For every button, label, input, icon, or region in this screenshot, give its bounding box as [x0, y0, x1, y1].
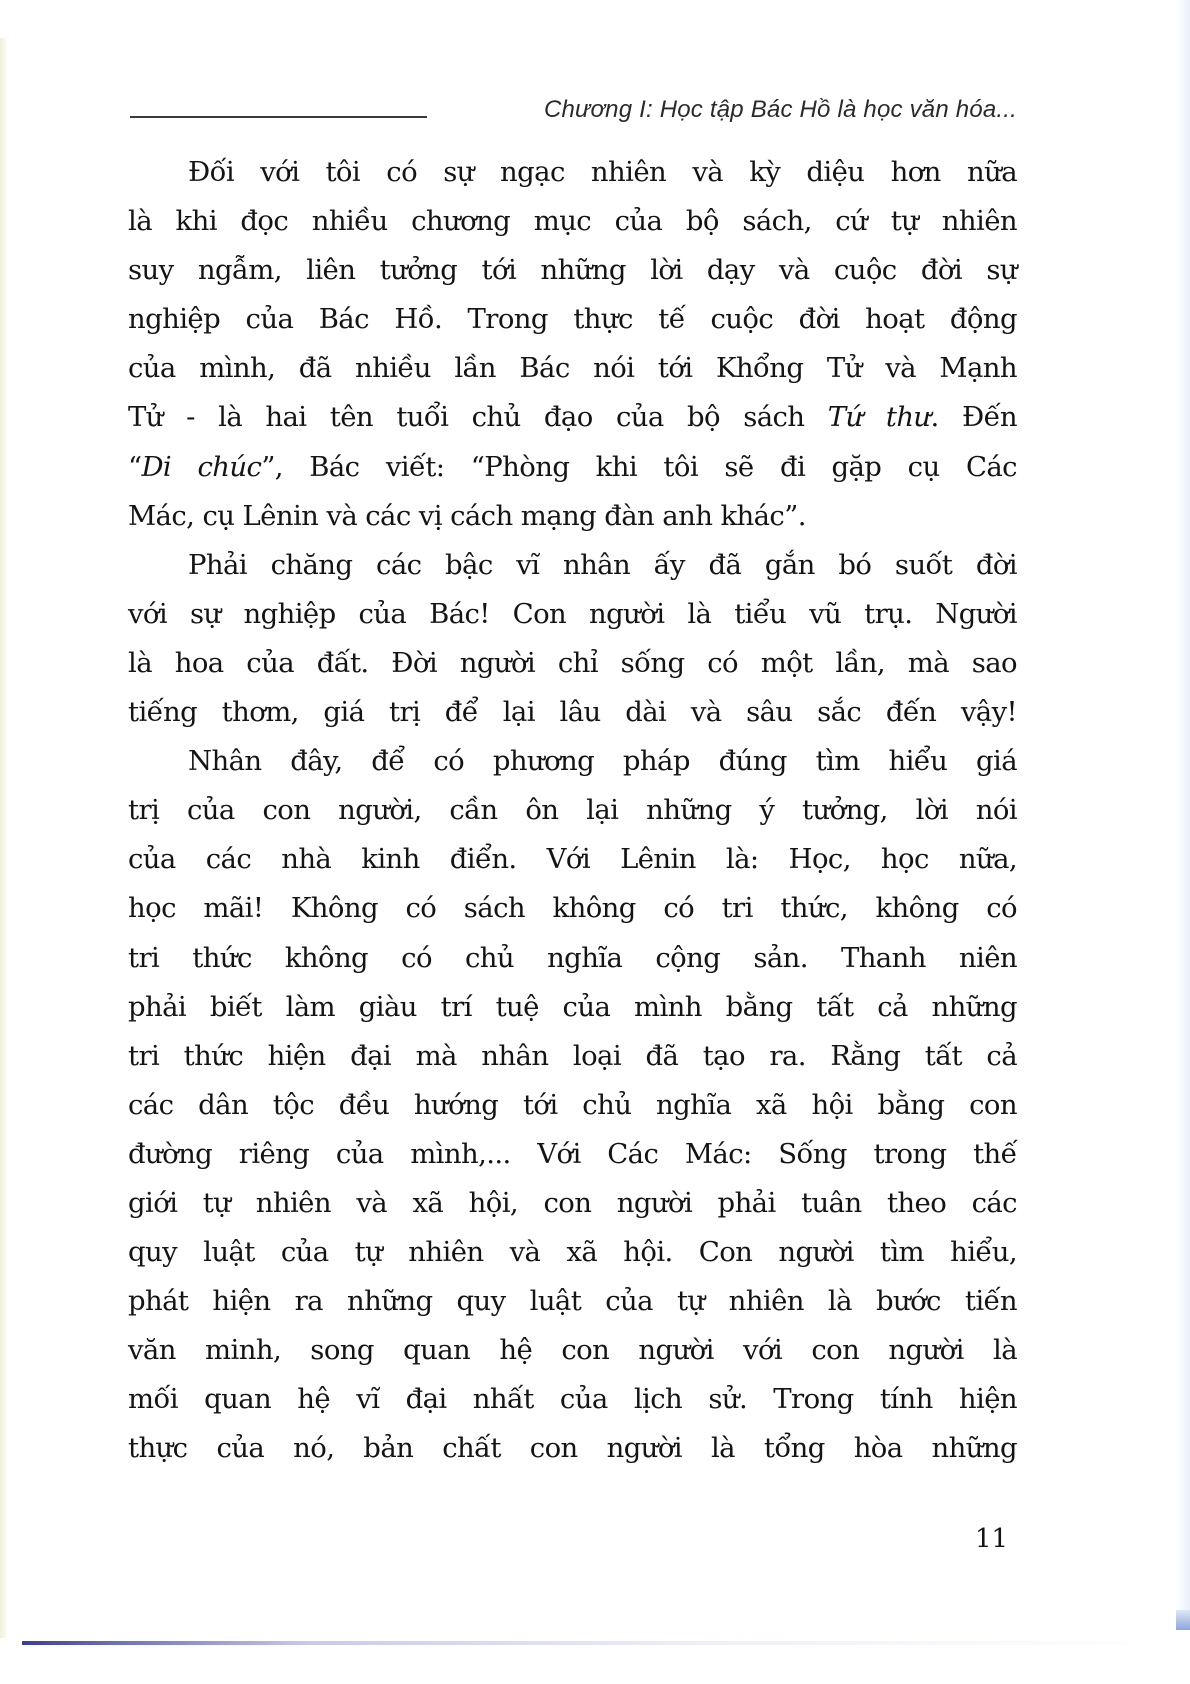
text-line: suy ngẫm, liên tưởng tới những lời dạy và cuộc đời sự [128, 254, 1017, 287]
text-line: phải biết làm giàu trí tuệ của mình bằng tất cả những [128, 990, 1017, 1023]
text-line: văn minh, song quan hệ con người với con người là [128, 1334, 1017, 1367]
text-line: phát hiện ra những quy luật của tự nhiên là bước tiến [128, 1285, 1017, 1318]
text-line: của các nhà kinh điển. Với Lênin là: Học, học nữa, [128, 843, 1017, 876]
page-left-edge [0, 38, 6, 1638]
header-rule [130, 116, 427, 118]
text-line: giới tự nhiên và xã hội, con người phải tuân theo các [128, 1186, 1017, 1219]
text-line: Phải chăng các bậc vĩ nhân ấy đã gắn bó suốt đời [188, 548, 1017, 581]
text-line: trị của con người, cần ôn lại những ý tưởng, lời nói [128, 794, 1017, 827]
chapter-title: Chương I: Học tập Bác Hồ là học văn hóa... [543, 96, 1017, 123]
text-line: Nhân đây, để có phương pháp đúng tìm hiểu giá [188, 745, 1017, 778]
text-line: là khi đọc nhiều chương mục của bộ sách, cứ tự nhiên [128, 205, 1017, 238]
text-line: đường riêng của mình,... Với Các Mác: Sống trong thế [128, 1137, 1017, 1170]
text-line: Mác, cụ Lênin và các vị cách mạng đàn anh khác”. [128, 499, 806, 532]
text-line: tri thức hiện đại mà nhân loại đã tạo ra. Rằng tất cả [128, 1039, 1017, 1072]
body-text [128, 148, 1017, 1474]
document-title-italic: Di chúc [141, 450, 262, 483]
text-line [128, 443, 1017, 492]
page-bottom-edge [22, 1641, 1172, 1645]
text-line: nghiệp của Bác Hồ. Trong thực tế cuộc đời hoạt động [128, 303, 1017, 336]
text-line: là hoa của đất. Đời người chỉ sống có một lần, mà sao [128, 646, 1017, 679]
text-line: Đối với tôi có sự ngạc nhiên và kỳ diệu hơn nữa [188, 156, 1017, 188]
text-line: tiếng thơm, giá trị để lại lâu dài và sâu sắc đến vậy! [128, 696, 1017, 729]
page-right-edge [1176, 0, 1190, 1630]
text-run: ”, Bác viết: “Phòng khi tôi sẽ đi gặp cụ Các [261, 450, 1017, 483]
text-line: thực của nó, bản chất con người là tổng hòa những [128, 1432, 1017, 1465]
page-corner-shadow [1176, 1610, 1190, 1630]
text-line: các dân tộc đều hướng tới chủ nghĩa xã hội bằng con [128, 1088, 1017, 1121]
text-line: học mãi! Không có sách không có tri thức, không có [128, 892, 1017, 925]
text-line: của mình, đã nhiều lần Bác nói tới Khổng Tử và Mạnh [128, 352, 1017, 385]
text-run: . Đến [930, 401, 1018, 434]
text-run: “ [128, 450, 142, 483]
text-line: quy luật của tự nhiên và xã hội. Con người tìm hiểu, [128, 1236, 1017, 1269]
text-run: Tử - là hai tên tuổi chủ đạo của bộ sách [128, 401, 828, 434]
text-line: mối quan hệ vĩ đại nhất của lịch sử. Trong tính hiện [128, 1383, 1017, 1416]
text-line [128, 393, 1017, 442]
text-line: tri thức không có chủ nghĩa cộng sản. Thanh niên [128, 941, 1017, 974]
text-line: với sự nghiệp của Bác! Con người là tiểu vũ trụ. Người [128, 597, 1017, 630]
running-header [130, 92, 1017, 132]
book-title-italic: Tứ thư [827, 401, 931, 434]
page-number: 11 [975, 1524, 1009, 1554]
